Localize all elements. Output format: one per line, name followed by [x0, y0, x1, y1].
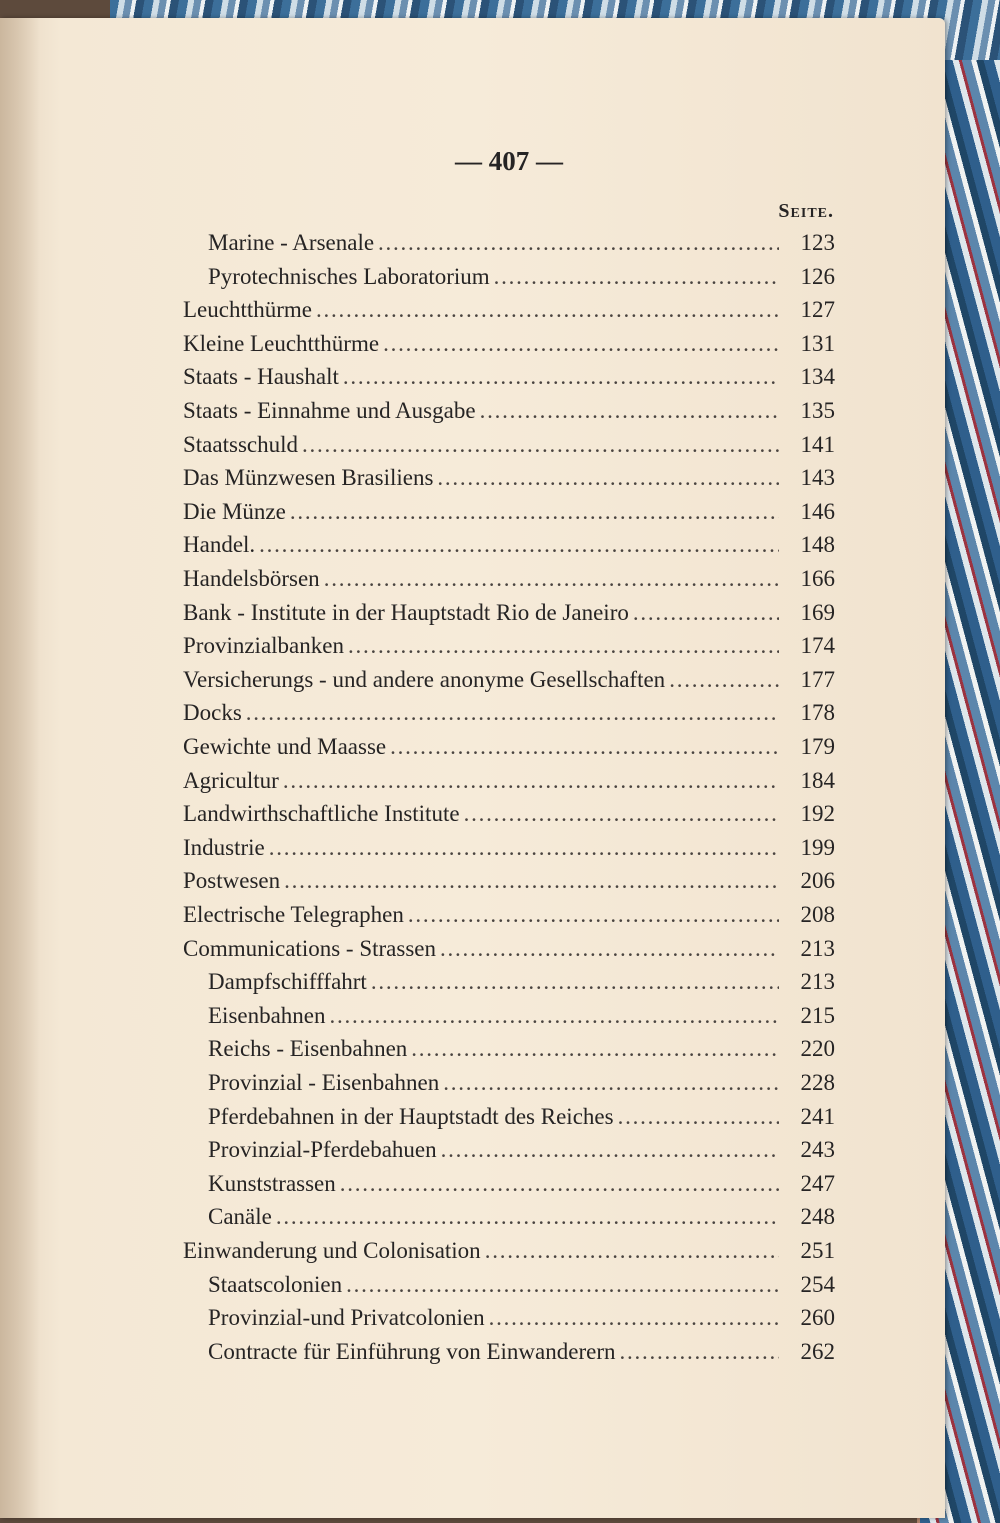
toc-entry-page: 247: [800, 1170, 835, 1196]
toc-entry-title: Provinzialbanken: [183, 633, 344, 659]
toc-entry-page: 220: [800, 1036, 835, 1062]
toc-leader-dots: [378, 230, 779, 256]
toc-entry: [183, 936, 835, 969]
toc-entry: [183, 633, 835, 666]
toc-entry: [183, 566, 835, 599]
toc-leader-dots: [485, 1238, 779, 1264]
toc-leader-dots: [302, 432, 779, 458]
toc-entry-title: Leuchtthürme: [183, 297, 313, 323]
toc-leader-dots: [464, 801, 779, 827]
toc-entry: [208, 230, 835, 263]
toc-entry-title: Marine - Arsenale: [208, 230, 375, 255]
toc-entry-title: Dampfschifffahrt: [208, 969, 367, 995]
toc-entry-title: Eisenbahnen: [208, 1002, 326, 1028]
toc-entry: [183, 600, 835, 633]
toc-entry: [208, 1305, 835, 1338]
toc-leader-dots: [411, 1036, 779, 1062]
toc-entry: [183, 1238, 835, 1271]
toc-entry: [208, 1339, 835, 1372]
toc-entry-title: Kleine Leuchtthürme: [183, 330, 380, 356]
toc-leader-dots: [669, 667, 779, 693]
toc-entry-page: 143: [800, 465, 835, 491]
toc-leader-dots: [494, 264, 779, 290]
toc-entry-page: 241: [800, 1103, 835, 1129]
toc-entry-title: Handelsbörsen: [183, 566, 320, 591]
toc-entry: [183, 835, 835, 868]
toc-leader-dots: [284, 868, 779, 894]
toc-entry: [183, 801, 835, 834]
toc-leader-dots: [440, 936, 779, 962]
toc-entry: [208, 264, 835, 297]
toc-entry-page: 123: [800, 230, 835, 255]
toc-leader-dots: [276, 1204, 779, 1230]
toc-entry-title: Provinzial-Pferdebahuen: [208, 1137, 437, 1163]
toc-entry-page: 199: [800, 834, 835, 860]
toc-leader-dots: [443, 1070, 779, 1096]
toc-entry-title: Industrie: [183, 834, 265, 860]
toc-entry: [208, 1003, 835, 1036]
toc-entry: [183, 700, 835, 733]
toc-entry: [183, 398, 835, 431]
toc-entry-title: Postwesen: [183, 868, 281, 894]
toc-entry-title: Landwirthschaftliche Institute: [183, 801, 460, 827]
toc-entry: [183, 734, 835, 767]
toc-entry: [183, 768, 835, 801]
toc-leader-dots: [348, 633, 779, 659]
toc-leader-dots: [437, 465, 779, 491]
toc-entry: [183, 432, 835, 465]
toc-leader-dots: [371, 969, 779, 995]
toc-entry-title: Electrische Telegraphen: [183, 902, 404, 927]
toc-entry-title: Staatsschuld: [183, 431, 298, 457]
page-number: — 407 —: [455, 146, 563, 176]
toc-leader-dots: [343, 364, 779, 390]
toc-entry: [183, 868, 835, 901]
toc-entry-page: 177: [800, 666, 835, 692]
toc-entry-page: 192: [800, 801, 835, 827]
toc-entry: [208, 1171, 835, 1204]
toc-leader-dots: [619, 1339, 779, 1365]
toc-entry-page: 208: [800, 902, 835, 927]
toc-entry: [208, 1272, 835, 1305]
toc-entry-page: 213: [800, 935, 835, 961]
toc-entry-page: 126: [800, 263, 835, 289]
toc-entry-page: 184: [800, 767, 835, 793]
toc-leader-dots: [259, 532, 779, 558]
toc-entry-title: Die Münze: [183, 498, 286, 524]
toc-leader-dots: [269, 835, 779, 861]
toc-entry-title: Einwanderung und Colonisation: [183, 1238, 481, 1263]
toc-entry-page: 215: [800, 1002, 835, 1028]
toc-entry: [183, 499, 835, 532]
toc-leader-dots: [316, 297, 779, 323]
toc-entry: [208, 969, 835, 1002]
toc-entry-page: 131: [800, 330, 835, 356]
page-gutter: [0, 18, 40, 1518]
toc-entry-page: 262: [800, 1338, 835, 1364]
toc-leader-dots: [290, 499, 779, 525]
toc-entry-title: Staats - Haushalt: [183, 364, 339, 390]
toc-entry-title: Gewichte und Maasse: [183, 734, 387, 759]
toc-entry-page: 169: [800, 599, 835, 625]
toc-entry-title: Contracte für Einführung von Einwanderern: [208, 1338, 616, 1364]
toc-leader-dots: [489, 1305, 779, 1331]
toc-leader-dots: [346, 1272, 779, 1298]
toc-entry: [183, 297, 835, 330]
toc-entry-page: 178: [800, 700, 835, 726]
toc-leader-dots: [246, 700, 779, 726]
toc-entry: [183, 331, 835, 364]
toc-entry: [208, 1070, 835, 1103]
toc-entry-page: 174: [800, 633, 835, 659]
toc-entry-page: 134: [800, 364, 835, 390]
toc-leader-dots: [330, 1003, 779, 1029]
toc-entry-page: 166: [800, 566, 835, 591]
toc-entry-title: Handel.: [183, 532, 256, 558]
toc-entry-title: Canäle: [208, 1204, 272, 1230]
toc-entry-page: 206: [800, 868, 835, 894]
toc-entry-title: Provinzial - Eisenbahnen: [208, 1070, 440, 1095]
toc-entry-page: 228: [800, 1070, 835, 1095]
toc-entry-title: Bank - Institute in der Hauptstadt Rio de Janeiro: [183, 599, 629, 625]
toc-entry-title: Das Münzwesen Brasiliens: [183, 465, 434, 491]
toc-entry-title: Reichs - Eisenbahnen: [208, 1036, 408, 1062]
toc-leader-dots: [383, 331, 779, 357]
toc-entry-title: Agricultur: [183, 767, 279, 793]
toc-entry: [208, 1104, 835, 1137]
toc-entry: [183, 465, 835, 498]
toc-entry-page: 248: [800, 1204, 835, 1230]
toc-entry-page: 254: [800, 1271, 835, 1297]
toc-entry-title: Communications - Strassen: [183, 935, 436, 961]
toc-entry: [183, 364, 835, 397]
toc-leader-dots: [390, 734, 779, 760]
toc-leader-dots: [340, 1171, 779, 1197]
toc-leader-dots: [480, 398, 779, 424]
toc-entry: [208, 1204, 835, 1237]
toc-entry-title: Versicherungs - und andere anonyme Gesellschaften: [183, 666, 666, 692]
toc-entry-page: 127: [800, 297, 835, 323]
toc-entry-title: Kunststrassen: [208, 1170, 336, 1196]
toc-entry-page: 251: [800, 1238, 835, 1263]
toc-entry: [208, 1137, 835, 1170]
toc-entry-page: 148: [800, 532, 835, 558]
toc-entry: [183, 532, 835, 565]
toc-entry-page: 135: [800, 398, 835, 423]
toc-entry-title: Staatscolonien: [208, 1271, 343, 1297]
toc-entry-page: 141: [800, 431, 835, 457]
column-header-seite: Seite.: [778, 200, 834, 222]
toc-entry-page: 146: [800, 498, 835, 524]
toc-entry-title: Pferdebahnen in der Hauptstadt des Reiches: [208, 1103, 614, 1129]
toc-entry-title: Pyrotechnisches Laboratorium: [208, 263, 490, 289]
toc-entry-page: 260: [800, 1305, 835, 1331]
toc-leader-dots: [408, 902, 779, 928]
toc-entry-page: 213: [800, 969, 835, 995]
toc-entry-title: Staats - Einnahme und Ausgabe: [183, 398, 476, 423]
toc-entry: [183, 902, 835, 935]
toc-leader-dots: [324, 566, 779, 592]
toc-entry-title: Provinzial-und Privatcolonien: [208, 1305, 485, 1331]
toc-entry-title: Docks: [183, 700, 242, 726]
toc-entry-page: 179: [800, 734, 835, 759]
toc-entry-page: 243: [800, 1137, 835, 1163]
toc-leader-dots: [618, 1104, 779, 1130]
toc-leader-dots: [283, 768, 779, 794]
toc-entry: [183, 667, 835, 700]
toc-entry: [208, 1036, 835, 1069]
toc-leader-dots: [441, 1137, 779, 1163]
toc-leader-dots: [633, 600, 779, 626]
